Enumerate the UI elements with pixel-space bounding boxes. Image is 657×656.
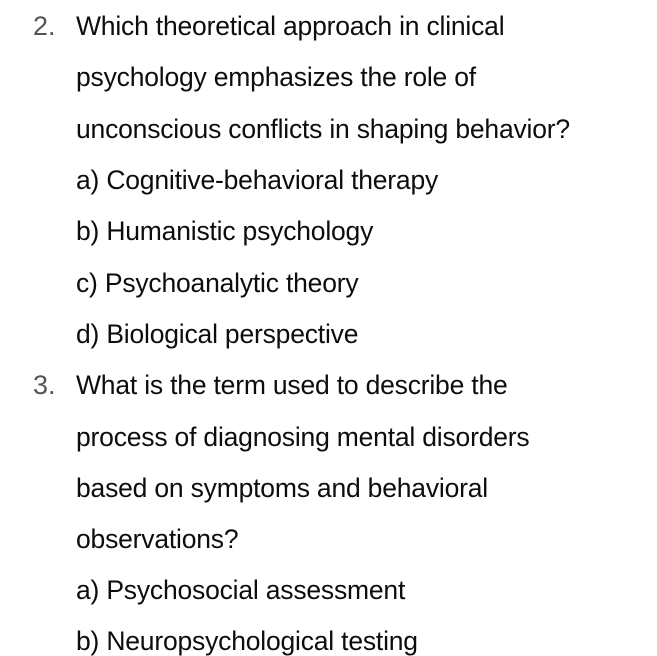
answer-option-a: a) Cognitive-behavioral therapy bbox=[76, 165, 439, 195]
question-text-line: observations? bbox=[76, 524, 239, 554]
answer-option-c: c) Psychoanalytic theory bbox=[76, 268, 359, 298]
question-text-line: process of diagnosing mental disorders bbox=[76, 422, 530, 452]
question-text-line: based on symptoms and behavioral bbox=[76, 473, 488, 503]
answer-option-d: d) Biological perspective bbox=[76, 319, 359, 349]
answer-option-b: b) Neuropsychological testing bbox=[76, 626, 418, 656]
question-text-line: Which theoretical approach in clinical bbox=[76, 11, 505, 41]
question-text-line: psychology emphasizes the role of bbox=[76, 62, 476, 92]
question-number: 3. bbox=[33, 370, 56, 400]
answer-option-a: a) Psychosocial assessment bbox=[76, 575, 406, 605]
question-text-line: What is the term used to describe the bbox=[76, 370, 508, 400]
question-number: 2. bbox=[33, 11, 56, 41]
answer-option-b: b) Humanistic psychology bbox=[76, 216, 374, 246]
question-text-line: unconscious conflicts in shaping behavior? bbox=[76, 114, 570, 144]
